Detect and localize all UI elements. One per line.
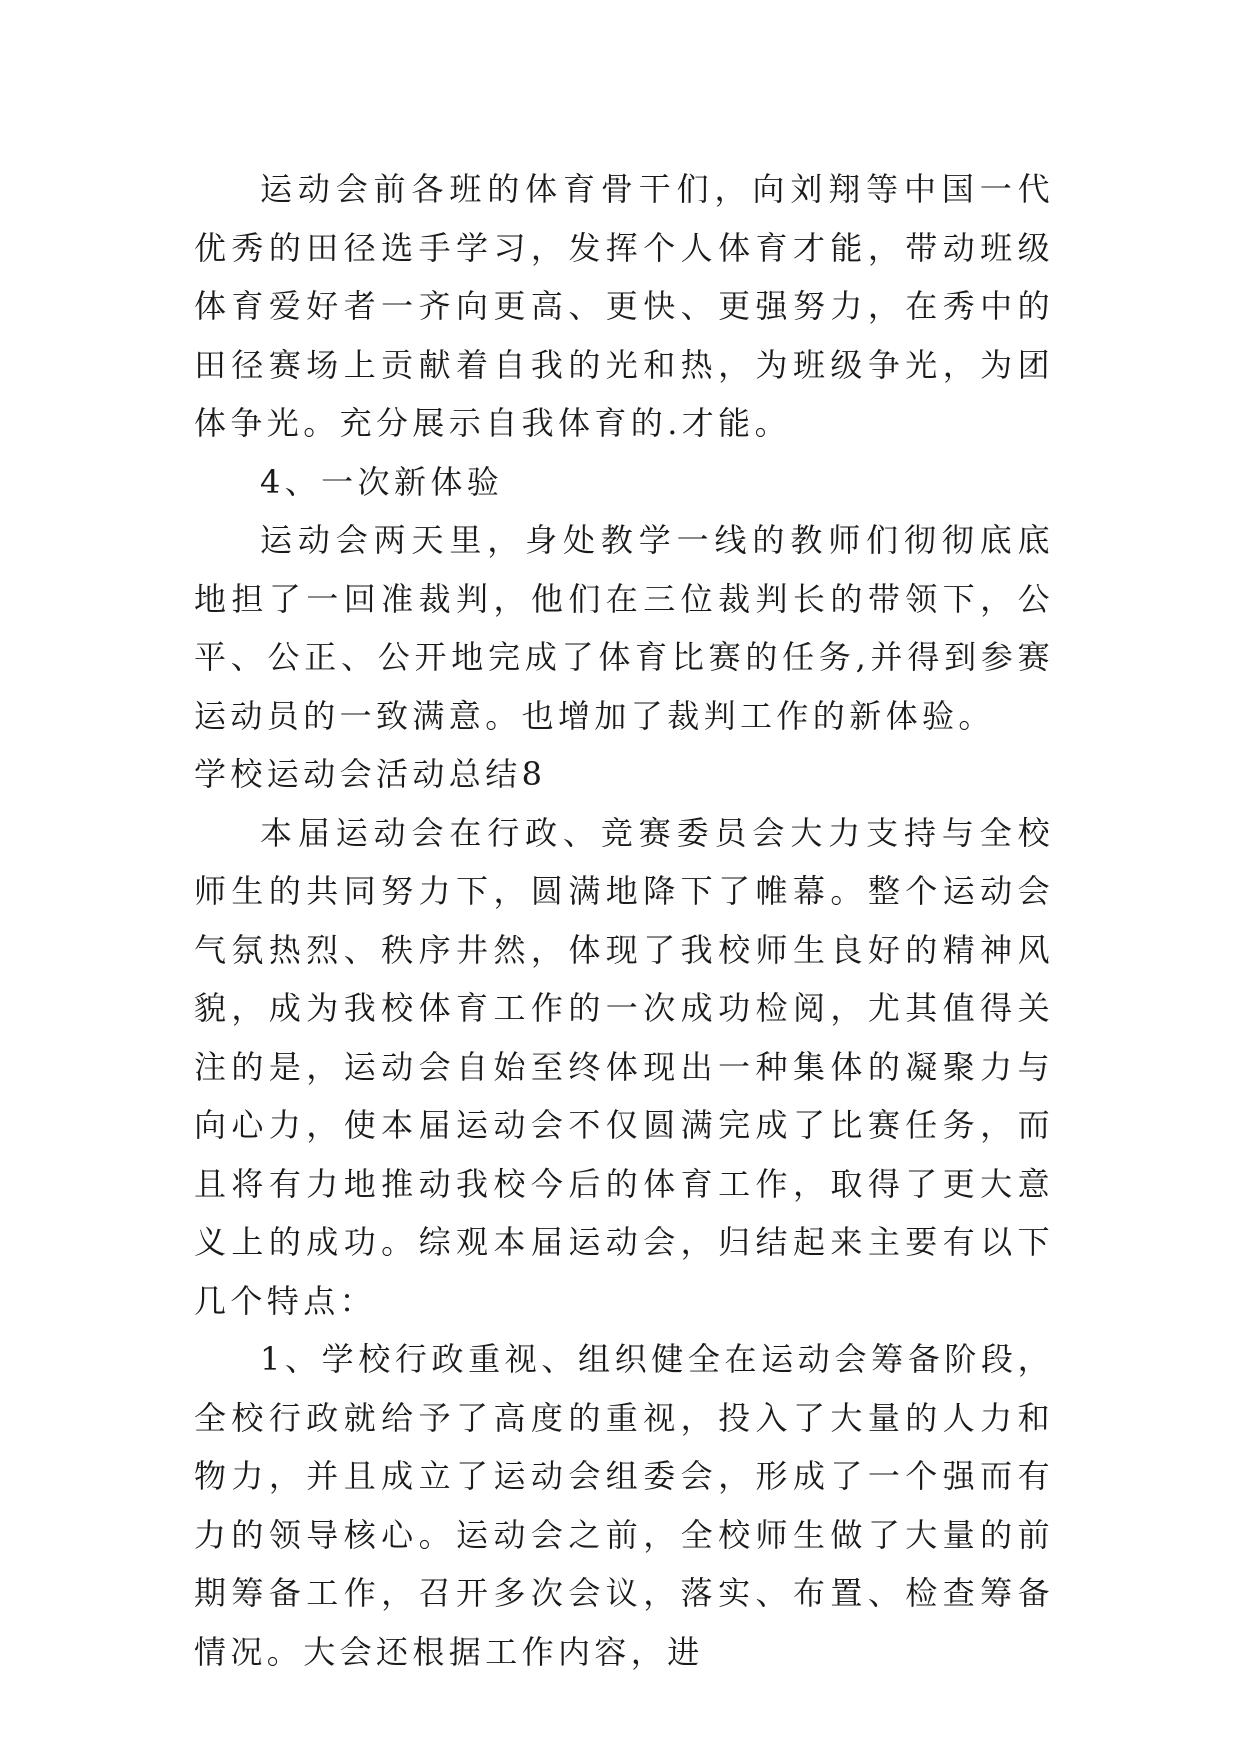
paragraph-teacher-referees: 运动会两天里，身处教学一线的教师们彻彻底底地担了一回准裁判，他们在三位裁判长的带领下，公平、公正、公开地完成了体育比赛的任务,并得到参赛运动员的一致满意。也增加了裁判工作的新体验。: [194, 521, 1054, 735]
section-title-summary-8: 学校运动会活动总结8: [194, 755, 547, 793]
paragraph-leadership-organization: 1、学校行政重视、组织健全在运动会筹备阶段，全校行政就给予了高度的重视，投入了大量的人力和物力，并且成立了运动会组委会，形成了一个强而有力的领导核心。运动会之前，全校师生做了大量的前期筹备工作，召开多次会议，落实、布置、检查筹备情况。大会还根据工作内容，进: [194, 1340, 1054, 1671]
paragraph-meet-overview: 本届运动会在行政、竞赛委员会大力支持与全校师生的共同努力下，圆满地降下了帷幕。整个运动会气氛热烈、秩序井然，体现了我校师生良好的精神风貌，成为我校体育工作的一次成功检阅，尤其值得关注的是，运动会自始至终体现出一种集体的凝聚力与向心力，使本届运动会不仅圆满完成了比赛任务，而且将有力地推动我校今后的体育工作，取得了更大意义上的成功。综观本届运动会，归结起来主要有以下几个特点：: [194, 813, 1054, 1320]
subheading-new-experience: 4、一次新体验: [260, 462, 504, 501]
paragraph-backbone-athletes: 运动会前各班的体育骨干们，向刘翔等中国一代优秀的田径选手学习，发挥个人体育才能，带动班级体育爱好者一齐向更高、更快、更强努力，在秀中的田径赛场上贡献着自我的光和热，为班级争光，为团体争光。充分展示自我体育的.才能。: [194, 170, 1054, 442]
document-page: [194, 160, 1054, 1671]
